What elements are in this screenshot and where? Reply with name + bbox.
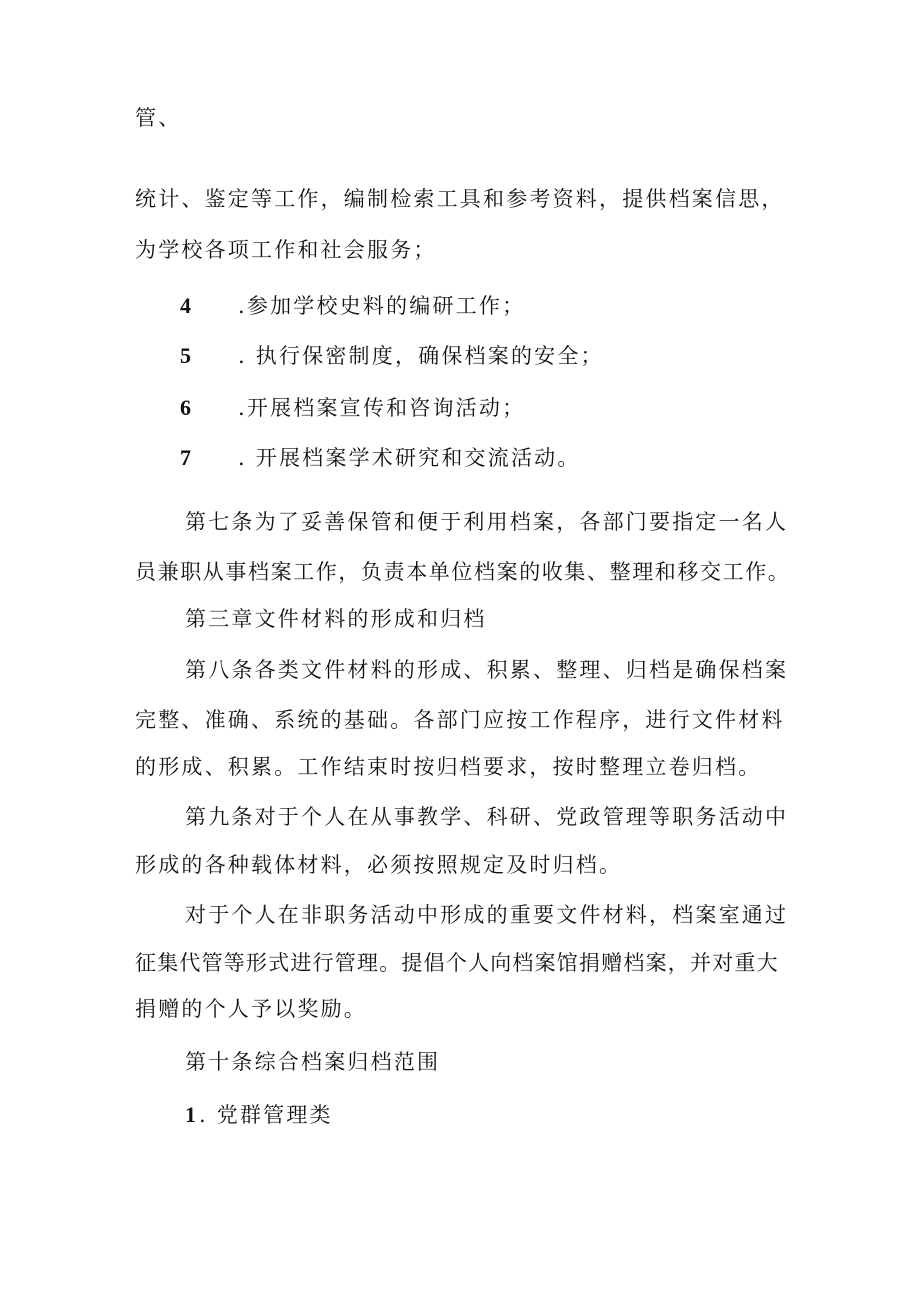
item-text: . 开展档案学术研究和交流活动。	[238, 446, 581, 470]
item-text: .开展档案宣传和咨询活动；	[238, 396, 526, 420]
paragraph-line: 第九条对于个人在从事教学、科研、党政管理等职务活动中	[185, 805, 789, 829]
paragraph-line: 征集代管等形式进行管理。提倡个人向档案馆捐赠档案，并对重大	[135, 951, 779, 975]
paragraph-line: 形成的各种载体材料，必须按照规定及时归档。	[135, 853, 623, 877]
item-text: . 执行保密制度，确保档案的安全；	[238, 344, 604, 368]
paragraph-line: 员兼职从事档案工作，负责本单位档案的收集、整理和移交工作。	[135, 560, 791, 584]
paragraph-line: 捐赠的个人予以奖励。	[135, 997, 367, 1021]
item-number: 4	[180, 293, 191, 318]
paragraph-line: 第七条为了妥善保管和便于利用档案，各部门要指定一名人	[185, 510, 789, 534]
paragraph-line: 第十条综合档案归档范围	[185, 1050, 441, 1074]
paragraph-line: 完整、准确、系统的基础。各部门应按工作程序，进行文件材料	[135, 708, 785, 732]
paragraph-line: 的形成、积累。工作结束时按归档要求，按时整理立卷归档。	[135, 755, 762, 779]
text-line: 为学校各项工作和社会服务；	[135, 238, 437, 262]
paragraph-line: 第八条各类文件材料的形成、积累、整理、归档是确保档案	[185, 658, 789, 682]
section-heading: 第三章文件材料的形成和归档	[185, 607, 487, 631]
item-number: 6	[180, 395, 191, 420]
text-line: 统计、鉴定等工作，编制检索工具和参考资料，提供档案信思，	[135, 187, 785, 211]
item-number: 7	[180, 445, 191, 470]
text-line: 管、	[135, 106, 182, 130]
item-number: 1	[185, 1102, 196, 1127]
item-number: 5	[180, 343, 191, 368]
item-text: .参加学校史料的编研工作；	[238, 294, 526, 318]
paragraph-line: 对于个人在非职务活动中形成的重要文件材料，档案室通过	[185, 903, 789, 927]
item-text: . 党群管理类	[199, 1103, 333, 1127]
